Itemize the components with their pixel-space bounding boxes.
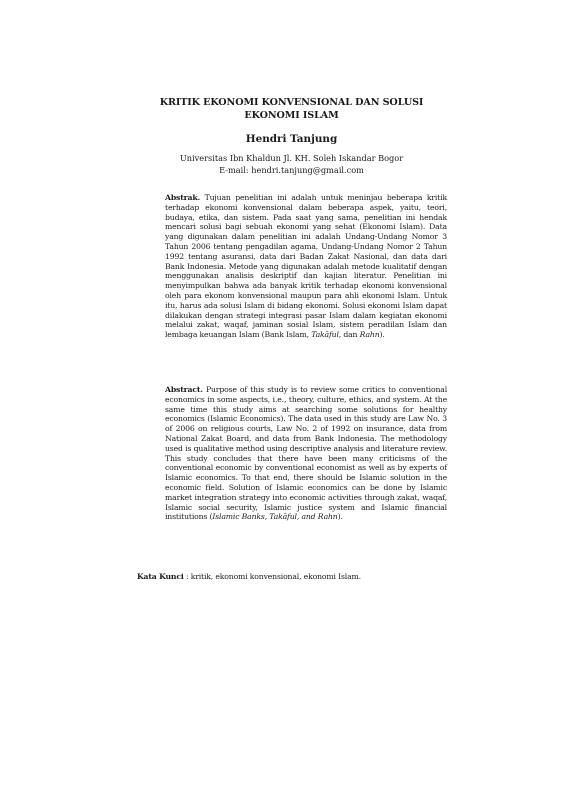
abstrak-heading: Abstrak. bbox=[165, 193, 201, 202]
abstrak-term-rahn: Rahn bbox=[359, 330, 380, 340]
affiliation: Universitas Ibn Khaldun Jl. KH. Soleh Iskandar Bogor bbox=[179, 153, 404, 163]
keywords-line bbox=[137, 572, 457, 582]
abstrak-mid: , dan bbox=[338, 330, 360, 340]
keywords-heading: Kata Kunci bbox=[137, 572, 184, 581]
abstract-end: ). bbox=[337, 512, 343, 522]
abstract-italic-terms: Islamic Banks, Takāful, and Rahn bbox=[212, 512, 338, 522]
abstrak-text: Tujuan penelitian ini adalah untuk meninjau beberapa kritik terhadap ekonomi konvensional dalam beberapa aspek, yaitu, teori, budaya, etika, dan sistem. Pada saat yang sama, penelitian ini hendak mencari solusi bagi sebuah ekonomi yang sehat (Ekonomi Islam). Data yang digunakan dalam penelitian ini adalah Undang-Undang Nomor 3 Tahun 2006 tentang pengadilan agama, Undang-Undang Nomor 2 Tahun 1992 tentang asuransi, data dari Badan Zakat Nasional, dan data dari Bank Indonesia. Metode yang digunakan adalah metode kualitatif dengan menggunakan analisis deskriptif dan kajian literatur. Penelitian ini menyimpulkan bahwa ada banyak kritik terhadap ekonomi konvensional oleh para ekonom konvensional maupun para ahli ekonomi Islam. Untuk itu, harus ada solusi Islam di bidang ekonomi. Solusi ekonomi Islam dapat dilakukan dengan strategi integrasi pasar Islam dalam kegiatan ekonomi melalui zakat, waqaf, jaminan sosial Islam, sistem peradilan Islam dan lembaga keuangan Islam (Bank Islam, bbox=[165, 193, 447, 340]
abstract-heading: Abstract. bbox=[165, 385, 203, 394]
abstract-paragraph bbox=[165, 385, 447, 522]
title-line-2: EKONOMI ISLAM bbox=[244, 110, 339, 121]
abstrak-term-takaful: Takāful bbox=[311, 330, 339, 340]
title-line-1: KRITIK EKONOMI KONVENSIONAL DAN SOLUSI bbox=[159, 97, 424, 108]
paper-title bbox=[0, 96, 583, 122]
author-affiliation-block bbox=[0, 152, 583, 176]
email: E-mail: hendri.tanjung@gmail.com bbox=[219, 165, 364, 175]
abstrak-end: ). bbox=[379, 330, 385, 340]
author-name: Hendri Tanjung bbox=[245, 133, 338, 145]
keywords-text: : kritik, ekonomi konvensional, ekonomi Islam. bbox=[183, 572, 361, 581]
abstrak-paragraph bbox=[165, 193, 447, 340]
abstract-text: Purpose of this study is to review some critics to conventional economics in some aspects, i.e., theory, culture, ethics, and system. At the same time this study aims at searching some solutions for healthy economics (Islamic Economics). The data used in this study are Law No. 3 of 2006 on religious courts, Law No. 2 of 1992 on insurance, data from National Zakat Board, and data from Bank Indonesia. The methodology used is qualitative method using descriptive analysis and literature review. This study concludes that there have been many criticisms of the conventional economic by conventional economist as well as by experts of Islamic economics. To that end, there should be Islamic solution in the economic field. Solution of Islamic economics can be done by Islamic market integration strategy into economic activities through zakat, waqaf, Islamic social security, Islamic justice system and Islamic financial institutions ( bbox=[165, 385, 448, 522]
